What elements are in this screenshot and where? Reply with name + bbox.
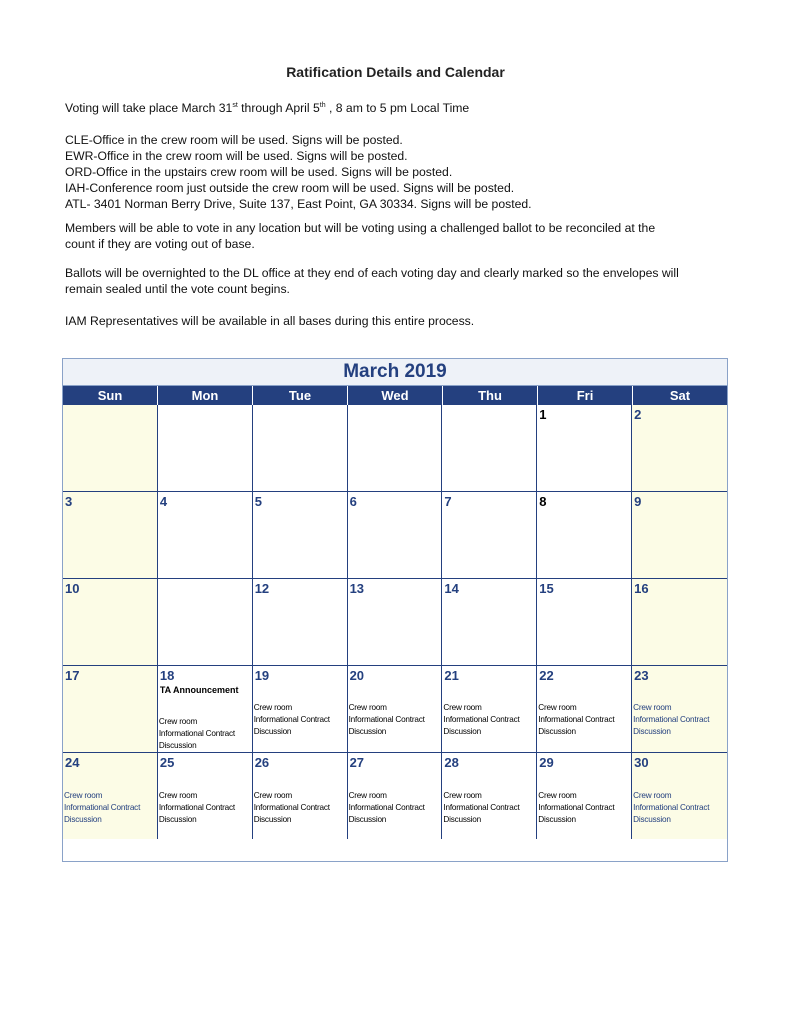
event-note-line: Informational Contract bbox=[443, 715, 520, 724]
day-number: 3 bbox=[65, 494, 73, 509]
event-note-line: Discussion bbox=[443, 815, 482, 824]
weekday-tue: Tue bbox=[253, 386, 348, 405]
calendar-day-cell bbox=[632, 405, 727, 492]
event-note-line: Crew room bbox=[158, 717, 198, 726]
day-number: 15 bbox=[539, 581, 554, 596]
event-note-line: Discussion bbox=[633, 727, 671, 736]
event-note-line: Crew room bbox=[538, 703, 577, 712]
calendar-day-cell bbox=[442, 492, 537, 579]
event-note-line: Discussion bbox=[253, 727, 292, 736]
event-note-line: Crew room bbox=[633, 703, 672, 712]
calendar-day-cell bbox=[537, 666, 632, 753]
calendar-day-cell bbox=[632, 666, 727, 753]
day-number: 16 bbox=[634, 581, 649, 596]
march-calendar bbox=[62, 358, 728, 862]
event-note-line: Discussion bbox=[633, 815, 671, 824]
weekday-sun: Sun bbox=[63, 386, 158, 405]
calendar-day-cell bbox=[158, 405, 253, 492]
weekday-thu: Thu bbox=[443, 386, 538, 405]
day-number: 24 bbox=[65, 755, 80, 770]
day-number: 28 bbox=[444, 755, 459, 770]
event-note-line: Discussion bbox=[158, 741, 197, 750]
calendar-day-cell bbox=[158, 579, 253, 666]
calendar-day-cell bbox=[632, 579, 727, 666]
calendar-day-cell bbox=[63, 666, 158, 753]
calendar-day-cell bbox=[442, 753, 537, 839]
voting-superscript-st: st bbox=[232, 101, 238, 109]
event-note-line: Informational Contract bbox=[633, 715, 710, 724]
weekday-sat: Sat bbox=[633, 386, 727, 405]
calendar-day-cell bbox=[63, 753, 158, 839]
event-note-line: Informational Contract bbox=[443, 803, 520, 812]
weekday-header-row bbox=[63, 386, 727, 405]
calendar-day-cell bbox=[537, 405, 632, 492]
day-number: 14 bbox=[444, 581, 459, 596]
event-note-line: Discussion bbox=[538, 727, 576, 736]
ballots-paragraph bbox=[65, 265, 725, 297]
members-line-2: count if they are voting out of base. bbox=[65, 237, 255, 251]
event-note-line: Discussion bbox=[253, 815, 292, 824]
ballots-line-1: Ballots will be overnighted to the DL office at they end of each voting day and clearly marked so the envelopes will bbox=[65, 266, 679, 280]
calendar-day-cell bbox=[537, 492, 632, 579]
calendar-day-cell bbox=[537, 753, 632, 839]
event-note-line: Crew room bbox=[253, 703, 292, 712]
day-number: 10 bbox=[65, 581, 80, 596]
calendar-day-cell bbox=[348, 405, 443, 492]
day-number: 23 bbox=[634, 668, 649, 683]
calendar-day-cell bbox=[253, 579, 348, 666]
location-iah: IAH-Conference room just outside the crew room will be used. Signs will be posted. bbox=[65, 181, 515, 195]
day-number: 1 bbox=[539, 407, 547, 422]
location-ord: ORD-Office in the upstairs crew room will be used. Signs will be posted. bbox=[65, 165, 453, 179]
voting-text-end: , 8 am to 5 pm Local Time bbox=[325, 101, 470, 115]
calendar-day-cell bbox=[348, 753, 443, 839]
calendar-grid bbox=[63, 405, 727, 839]
voting-text-mid: through April 5 bbox=[237, 101, 320, 115]
location-atl: ATL- 3401 Norman Berry Drive, Suite 137, East Point, GA 30334. Signs will be posted. bbox=[65, 197, 532, 211]
event-note-line: Crew room bbox=[348, 703, 387, 712]
event-note-line: Discussion bbox=[64, 815, 102, 824]
event-note-line: Discussion bbox=[348, 727, 387, 736]
event-note-line: Crew room bbox=[253, 791, 292, 800]
calendar-day-cell bbox=[253, 753, 348, 839]
event-note-line: Informational Contract bbox=[538, 715, 615, 724]
day-number: 22 bbox=[539, 668, 554, 683]
document-title: Ratification Details and Calendar bbox=[286, 64, 505, 80]
event-note-line: Crew room bbox=[64, 791, 103, 800]
event-note-line: Discussion bbox=[158, 815, 197, 824]
calendar-day-cell bbox=[253, 405, 348, 492]
event-note-line: Informational Contract bbox=[633, 803, 710, 812]
representatives-paragraph: IAM Representatives will be available in all bases during this entire process. bbox=[65, 314, 475, 328]
calendar-day-cell bbox=[632, 753, 727, 839]
day-number: 5 bbox=[254, 494, 262, 509]
event-note-line: Informational Contract bbox=[64, 803, 141, 812]
day-number: 9 bbox=[634, 494, 642, 509]
event-note-line: Crew room bbox=[443, 791, 482, 800]
event-note-line: Crew room bbox=[348, 791, 387, 800]
calendar-month-title: March 2019 bbox=[63, 359, 727, 386]
calendar-day-cell bbox=[63, 579, 158, 666]
event-note-line: Discussion bbox=[538, 815, 576, 824]
event-note-line: Informational Contract bbox=[348, 715, 425, 724]
event-note-line: Informational Contract bbox=[158, 729, 235, 738]
day-number: 6 bbox=[349, 494, 357, 509]
event-note-line: Discussion bbox=[348, 815, 387, 824]
locations-list bbox=[65, 132, 725, 212]
calendar-day-cell bbox=[253, 492, 348, 579]
day-number: 18 bbox=[159, 668, 175, 683]
day-number: 13 bbox=[349, 581, 365, 596]
calendar-day-cell bbox=[348, 579, 443, 666]
day-number: 8 bbox=[539, 494, 547, 509]
calendar-day-cell bbox=[632, 492, 727, 579]
day-number: 17 bbox=[65, 668, 80, 683]
calendar-day-cell bbox=[63, 492, 158, 579]
calendar-day-cell bbox=[158, 666, 253, 753]
event-note-line: Crew room bbox=[538, 791, 577, 800]
ta-announcement-label: TA Announcement bbox=[159, 685, 239, 695]
ballots-line-2: remain sealed until the vote count begins. bbox=[65, 282, 290, 296]
calendar-day-cell bbox=[537, 579, 632, 666]
calendar-day-cell bbox=[158, 492, 253, 579]
event-note-line: Informational Contract bbox=[348, 803, 425, 812]
event-note-line: Crew room bbox=[158, 791, 198, 800]
members-line-1: Members will be able to vote in any location but will be voting using a challenged ballot to be reconciled at the bbox=[65, 221, 656, 235]
calendar-day-cell bbox=[348, 492, 443, 579]
calendar-day-cell bbox=[442, 666, 537, 753]
event-note-line: Crew room bbox=[443, 703, 482, 712]
weekday-fri: Fri bbox=[538, 386, 633, 405]
day-number: 26 bbox=[254, 755, 270, 770]
day-number: 19 bbox=[254, 668, 270, 683]
calendar-day-cell bbox=[253, 666, 348, 753]
location-cle: CLE-Office in the crew room will be used. Signs will be posted. bbox=[65, 133, 403, 147]
weekday-mon: Mon bbox=[158, 386, 253, 405]
event-note-line: Discussion bbox=[443, 727, 482, 736]
calendar-day-cell bbox=[442, 579, 537, 666]
day-number: 27 bbox=[349, 755, 365, 770]
day-number: 30 bbox=[634, 755, 649, 770]
voting-dates-paragraph bbox=[65, 100, 725, 116]
event-note-line: Informational Contract bbox=[253, 715, 330, 724]
event-note-line: Informational Contract bbox=[538, 803, 615, 812]
day-number: 4 bbox=[159, 494, 168, 509]
weekday-wed: Wed bbox=[348, 386, 443, 405]
event-note-line: Crew room bbox=[633, 791, 672, 800]
event-note-line: Informational Contract bbox=[253, 803, 330, 812]
calendar-day-cell bbox=[63, 405, 158, 492]
calendar-day-cell bbox=[158, 753, 253, 839]
day-number: 21 bbox=[444, 668, 459, 683]
calendar-day-cell bbox=[442, 405, 537, 492]
day-number: 12 bbox=[254, 581, 270, 596]
day-number: 2 bbox=[634, 407, 642, 422]
day-number: 25 bbox=[159, 755, 175, 770]
location-ewr: EWR-Office in the crew room will be used. Signs will be posted. bbox=[65, 149, 408, 163]
voting-text-start: Voting will take place March 31 bbox=[65, 101, 233, 115]
calendar-day-cell bbox=[348, 666, 443, 753]
day-number: 29 bbox=[539, 755, 554, 770]
event-note-line: Informational Contract bbox=[158, 803, 235, 812]
day-number: 7 bbox=[444, 494, 452, 509]
voting-superscript-th: th bbox=[319, 101, 326, 109]
members-paragraph bbox=[65, 220, 725, 252]
day-number: 20 bbox=[349, 668, 365, 683]
